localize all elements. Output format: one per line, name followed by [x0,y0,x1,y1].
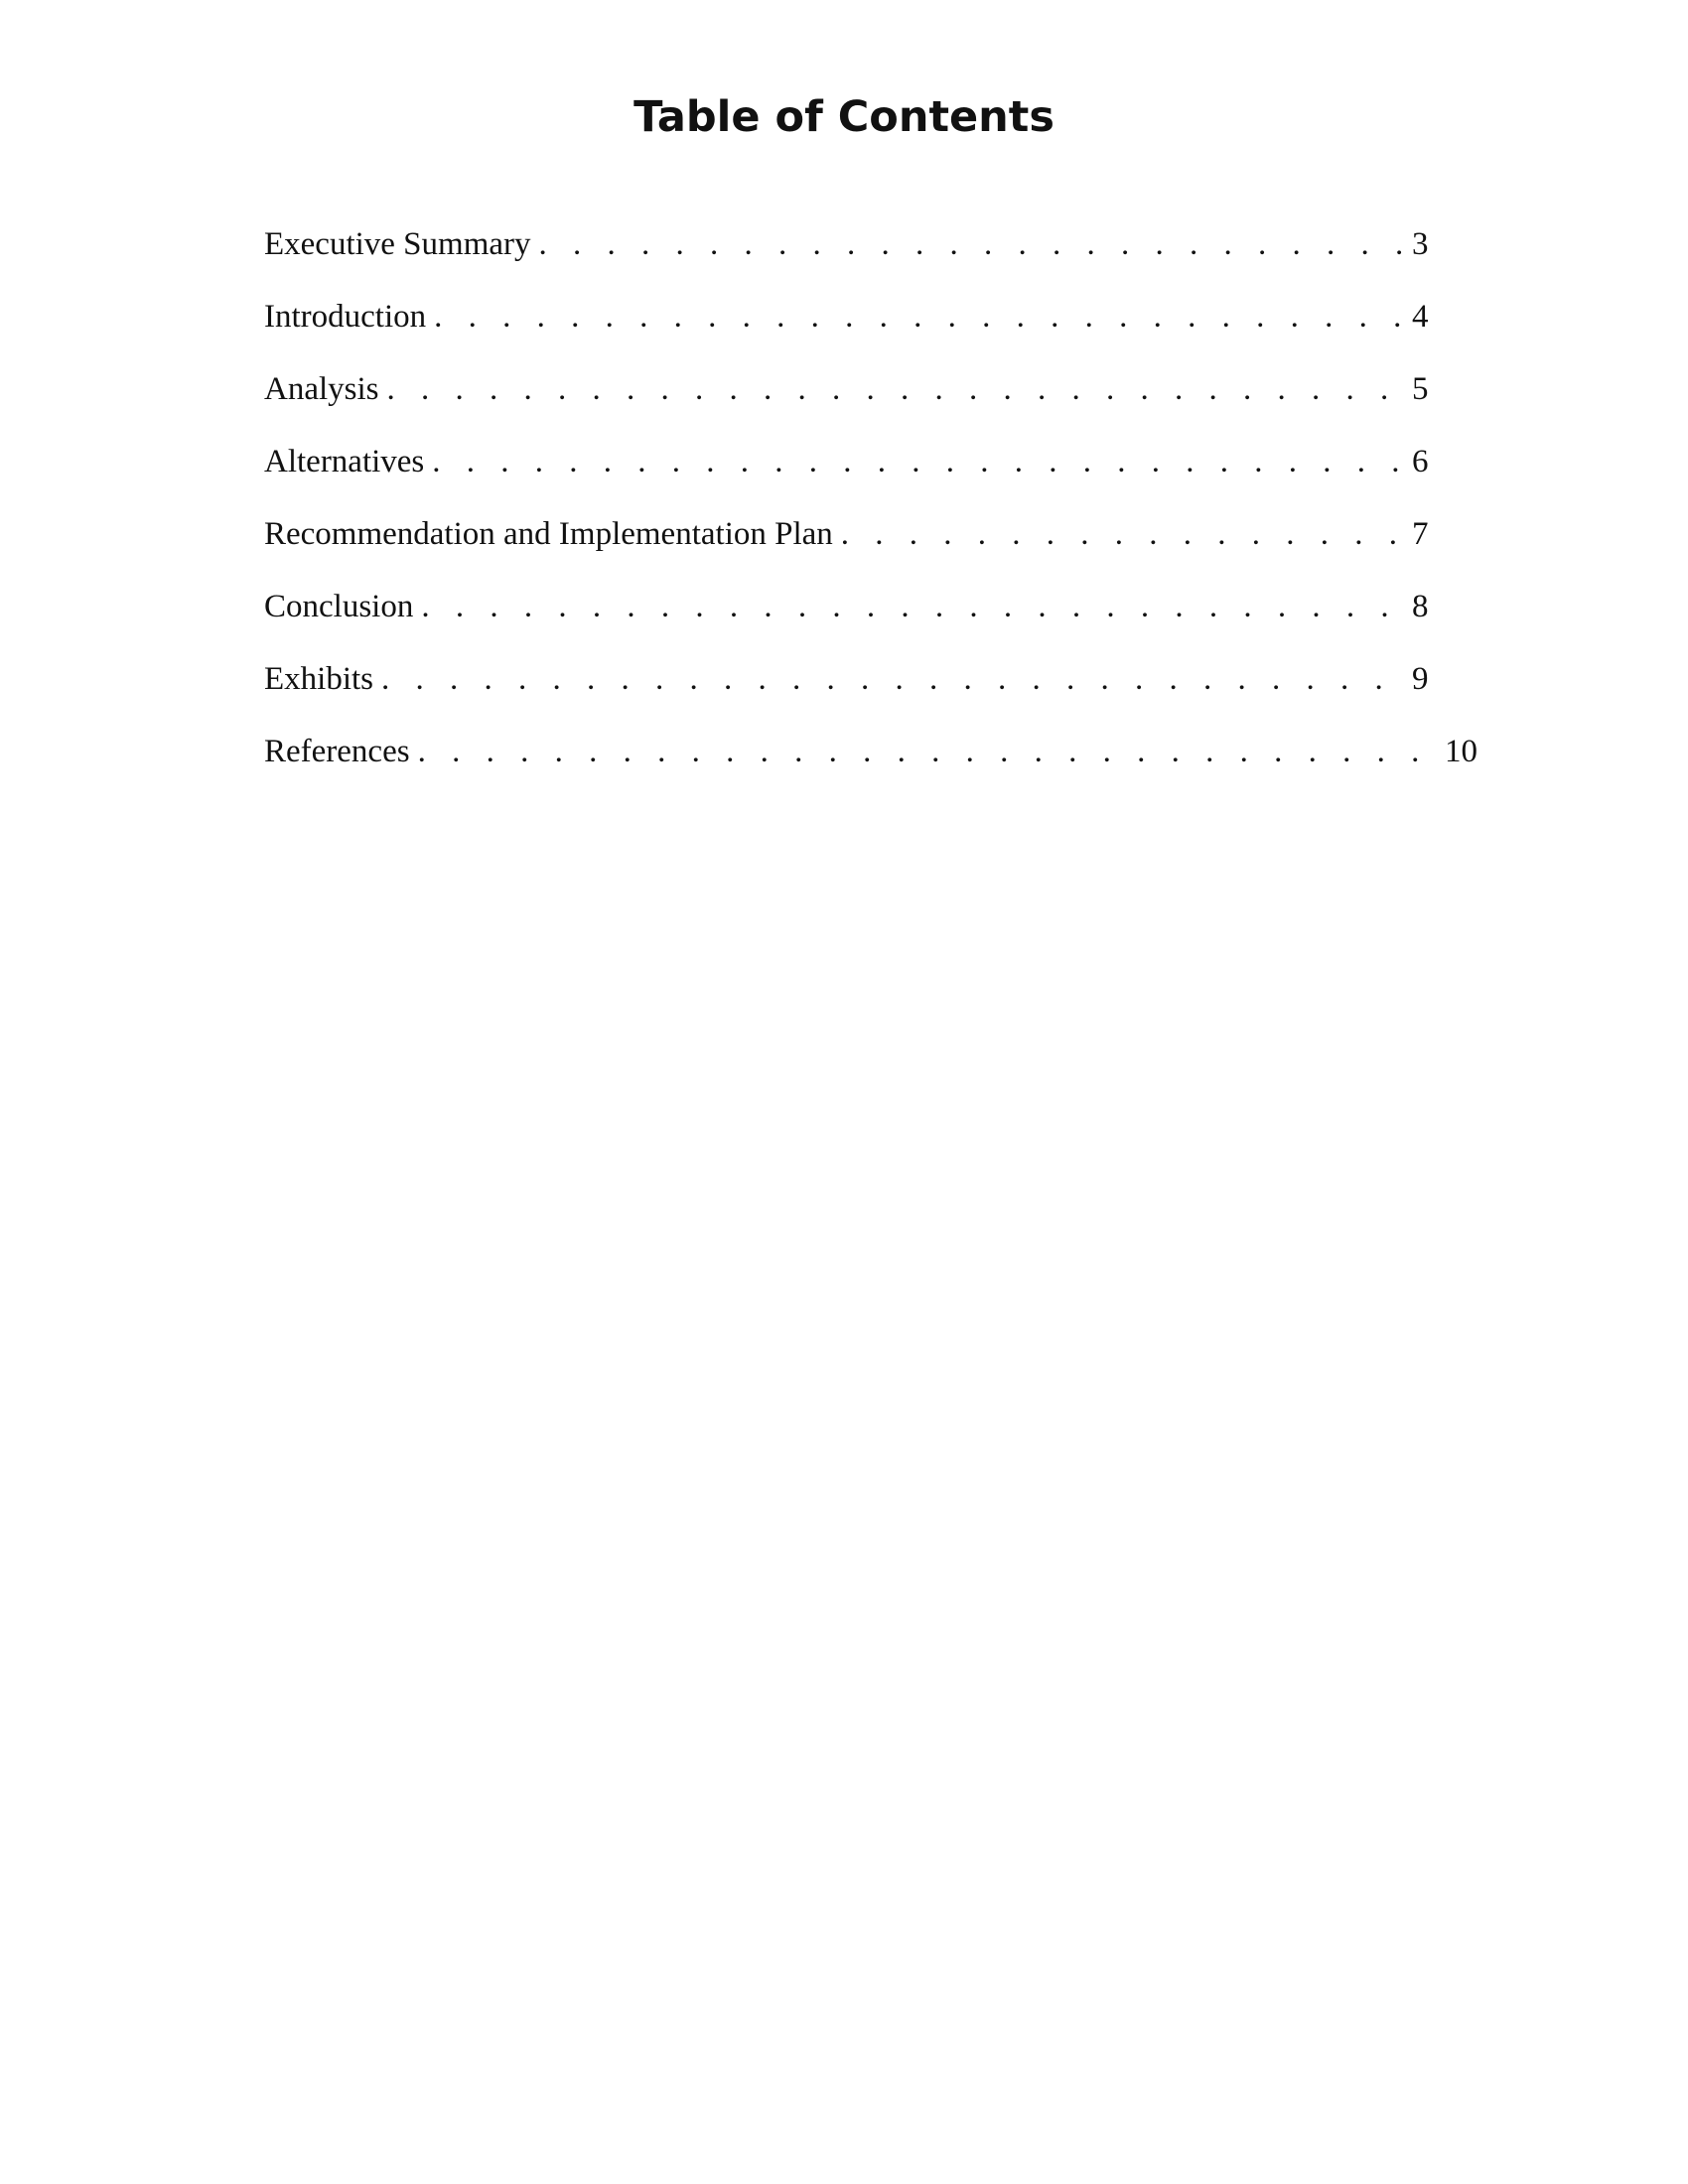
toc-entry-label: References [264,734,410,769]
toc-entry-label: Recommendation and Implementation Plan [264,516,833,552]
toc-entry-label: Alternatives [264,444,425,479]
toc-dot-leader [381,653,1404,705]
toc-entry-exhibits [264,653,1438,726]
toc-list [264,218,1477,798]
toc-entry-conclusion [264,581,1438,653]
toc-entry-references [264,726,1477,798]
toc-entry-page-number: 8 [1412,589,1429,624]
toc-entry-alternatives [264,436,1438,508]
toc-dot-leader [432,436,1404,487]
toc-entry-page-number: 7 [1412,516,1429,552]
toc-dot-leader [539,218,1404,270]
toc-dot-leader [434,291,1404,342]
toc-entry-page-number: 6 [1412,444,1429,479]
toc-entry-executive-summary [264,218,1438,291]
toc-entry-label: Exhibits [264,661,374,697]
toc-dot-leader [418,726,1437,777]
page-title: Table of Contents [633,92,1055,142]
toc-dot-leader [387,363,1405,415]
toc-entry-label: Conclusion [264,589,414,624]
toc-entry-label: Analysis [264,371,379,407]
toc-entry-page-number: 10 [1445,734,1477,769]
toc-entry-page-number: 4 [1412,299,1429,335]
toc-entry-page-number: 3 [1412,226,1429,262]
toc-entry-analysis [264,363,1438,436]
toc-entry-introduction [264,291,1438,363]
toc-entry-page-number: 5 [1412,371,1429,407]
toc-entry-recommendation [264,508,1438,581]
toc-dot-leader [841,508,1404,560]
toc-entry-page-number: 9 [1412,661,1429,697]
toc-dot-leader [421,581,1404,632]
toc-entry-label: Introduction [264,299,427,335]
toc-entry-label: Executive Summary [264,226,531,262]
